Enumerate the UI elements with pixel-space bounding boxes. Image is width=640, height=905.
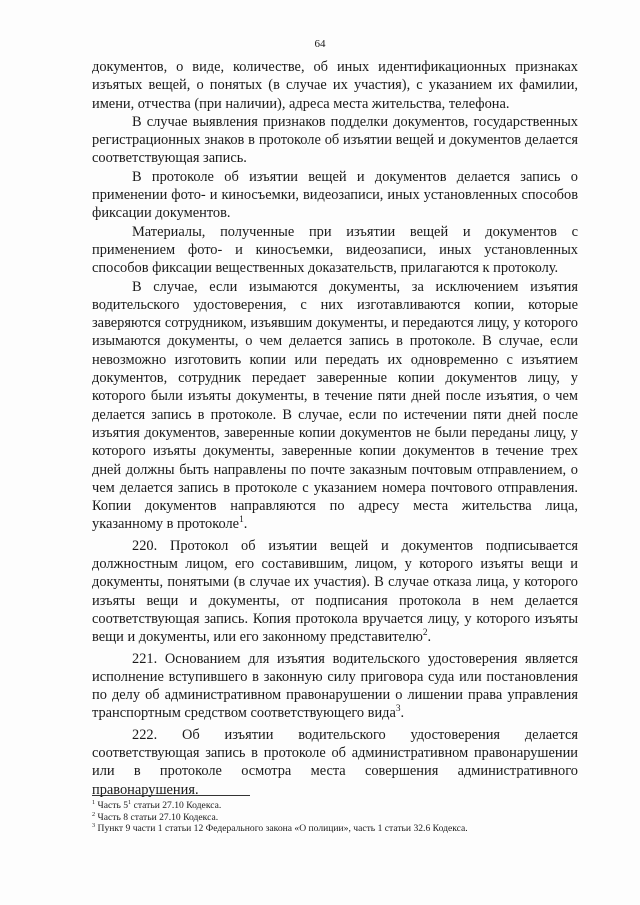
paragraph-222: 222. Об изъятии водительского удостоверения делается соответствующая запись в протоколе об административном правонарушении или в протоколе осмотра места совершения административного правонарушения. bbox=[92, 726, 578, 798]
paragraph-220: 220. Протокол об изъятии вещей и документов подписывается должностным лицом, его составившим, лицом, у которого изъяты вещи и документы, понятыми (в случае их участия). В случае отказа лица, у которого изъяты вещи и документы, от подписания протокола в нем делается соответствующая запись. Копия протокола вручается лицу, у которого изъяты вещи и документы, или его законному представителю$^2$. bbox=[92, 537, 578, 646]
paragraph-221: 221. Основанием для изъятия водительского удостоверения является исполнение вступившего в законную силу приговора суда или постановления по делу об административном правонарушении о лишении права управления транспортным средством соответствующего вида$^3$. bbox=[92, 650, 578, 722]
paragraph: В протоколе об изъятии вещей и документов делается запись о применении фото- и киносъемки, видеозаписи, иных установленных способов фиксации документов. bbox=[92, 168, 578, 222]
footnote-ref: 1 bbox=[239, 515, 244, 526]
paragraph: Материалы, полученные при изъятии вещей и документов с применением фото- и киносъемки, видеозаписи, иных установленных способов фиксации вещественных доказательств, прилагаются к протоколу. bbox=[92, 223, 578, 277]
page-number: 64 bbox=[314, 38, 326, 50]
footnote-ref: 3 bbox=[395, 704, 401, 715]
footnote: $^3$ Пункт 9 части 1 статьи 12 Федерального закона «О полиции», часть 1 статьи 32.6 Кодекса. bbox=[92, 822, 468, 835]
paragraph: В случае выявления признаков подделки документов, государственных регистрационных знаков в протоколе об изъятии вещей и документов делается соответствующая запись. bbox=[92, 113, 578, 167]
footnotes bbox=[92, 800, 592, 835]
paragraph: документов, о виде, количестве, об иных идентификационных признаках изъятых вещей, о понятых (в случае их участия), с указанием их фамилии, имени, отчества (при наличии), адреса места жительства, телефона. bbox=[92, 59, 578, 112]
footnote-divider bbox=[92, 795, 250, 796]
body-text bbox=[92, 58, 578, 799]
footnote-ref: 2 bbox=[422, 628, 428, 639]
footnote: $^1$ Часть $5^1$ статьи 27.10 Кодекса. bbox=[92, 798, 222, 811]
footnote: $^2$ Часть 8 статьи 27.10 Кодекса. bbox=[92, 810, 219, 823]
paragraph: В случае, если изымаются документы, за исключением изъятия водительского удостоверения, с них изготавливаются копии, которые заверяются сотрудником, изъявшим документы, и передаются лицу, у которого изымаются документы, о чем делается запись в протоколе. В случае, если невозможно изготовить копии или передать их одновременно с изъятием документов, сотрудник передает заверенные копии документов лицу, у которого были изъяты документы, в течение пяти дней после изъятия, о чем делается запись в протоколе. В случае, если по истечении пяти дней после изъятия документов, заверенные копии документов не были переданы лицу, у которого изъяты документы, заверенные копии документов в течение трех дней должны быть направлены по почте заказным почтовым отправлением, о чем делается запись в протоколе с указанием номера почтового отправления. Копии документов направляются по адресу места жительства лица, указанному в протоколе$^1$. bbox=[92, 278, 578, 533]
